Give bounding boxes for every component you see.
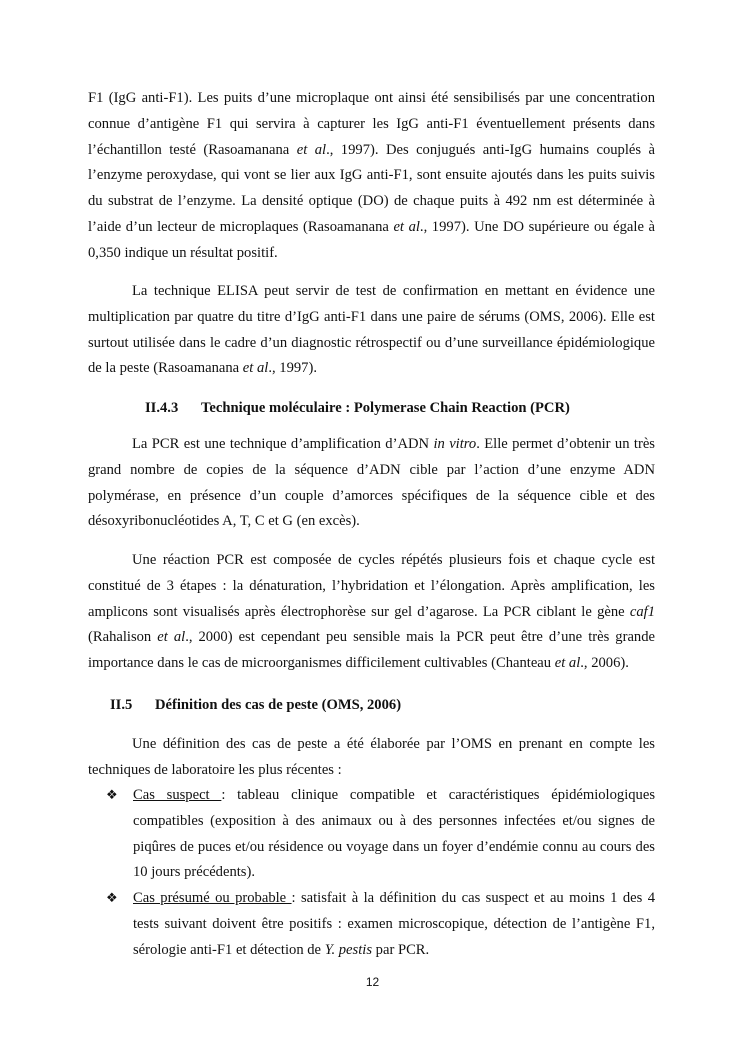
- text-italic: caf1: [629, 603, 655, 620]
- text-run: Une réaction PCR est composée de cycles répétés plusieurs fois et chaque cycle est constitué de 3 étapes : la dénaturation, l’hybridation et l’élongation. Après amplification, les amplicons sont visualisés après électrophorèse sur gel d’agarose. La PCR ciblant le gène: [88, 552, 655, 620]
- diamond-bullet-icon: ❖: [106, 788, 118, 803]
- section-number: II.4.3: [145, 400, 179, 416]
- text-run: ., 2006).: [580, 655, 629, 672]
- list-item-text: [133, 783, 655, 886]
- text-italic: et al: [242, 360, 269, 377]
- text-run: ., 1997). Une DO supérieure ou égale à 0,350 indique un résultat positif.: [88, 218, 655, 261]
- paragraph-elisa-confirmation: [88, 279, 655, 382]
- text-italic: in vitro: [433, 436, 477, 452]
- text-run: ., 1997).: [268, 360, 317, 377]
- text-italic: et al: [554, 655, 581, 672]
- text-run: : tableau clinique compatible et caractéristiques épidémiologiques compatibles (exposition à des animaux ou à des personnes infectées et/ou signes de piqûres de puces et/ou résidence ou voyage dans un foyer d’endémie connu au cours des 10 jours précédents).: [133, 787, 655, 881]
- text-italic: et al: [393, 218, 420, 235]
- section-number: II.5: [110, 697, 133, 713]
- section-heading-pcr: [145, 398, 570, 418]
- paragraph-elisa-method: [88, 86, 655, 267]
- text-run: ., 2000) est cependant peu sensible mais la PCR peut être d’une très grande importance dans le cas de microorganismes difficilement cultivables (Chanteau: [88, 629, 655, 672]
- text-italic: et al: [296, 141, 327, 158]
- text-run: La technique ELISA peut servir de test de confirmation en mettant en évidence une multiplication par quatre du titre d’IgG anti-F1 dans une paire de sérums (OMS, 2006). Elle est surtout utilisée dans le cadre d’un diagnostic rétrospectif ou d’une surveillance épidémiologique de la peste (Rasoamanana: [88, 283, 655, 377]
- section-heading-case-definition: [110, 695, 401, 715]
- section-title: Technique moléculaire : Polymerase Chain Reaction (PCR): [201, 400, 570, 416]
- text-italic: et al: [157, 629, 186, 646]
- text-run: ., 1997). Des conjugués anti-IgG humains couplés à l’enzyme peroxydase, qui vont se lier aux IgG anti-F1, sont ensuite ajoutés dans les puits suivis du substrat de l’enzyme. La densité optique (DO) de chaque puits à 492 nm est déterminée à l’aide d’un lecteur de microplaques (Rasoamanana: [88, 141, 655, 235]
- text-run: par PCR.: [372, 941, 430, 958]
- list-item-text: [133, 886, 655, 963]
- list-item-term: Cas présumé ou probable: [133, 890, 292, 906]
- text-italic: Y. pestis: [324, 941, 373, 958]
- page-number: 12: [365, 975, 380, 989]
- paragraph-case-intro: Une définition des cas de peste a été élaborée par l’OMS en prenant en compte les techniques de laboratoire les plus récentes :: [88, 736, 655, 778]
- text-run: (Rahalison: [88, 629, 158, 646]
- text-run: F1 (IgG anti-F1). Les puits d’une microplaque ont ainsi été sensibilisés par une concentration connue d’antigène F1 qui servira à capturer les IgG anti-F1 éventuellement présents dans l’échantillon testé (Rasoamanana: [88, 90, 655, 158]
- section-title: Définition des cas de peste (OMS, 2006): [155, 697, 402, 713]
- text-run: La PCR est une technique d’amplification d’ADN: [132, 436, 434, 452]
- diamond-bullet-icon: ❖: [106, 891, 118, 906]
- paragraph-pcr-definition: [88, 432, 655, 535]
- paragraph-pcr-cycles: [88, 548, 655, 677]
- text-run: . Elle permet d’obtenir un très grand nombre de copies de la séquence d’ADN cible par l’action d’une enzyme ADN polymérase, en présence d’un couple d’amorces spécifiques de la séquence cible et des désoxyribonucléotides A, T, C et G (en excès).: [88, 436, 655, 530]
- text-run: : satisfait à la définition du cas suspect et au moins 1 des 4 tests suivant doivent être positifs : examen microscopique, détection de l’antigène F1, sérologie anti-F1 et détection de: [133, 890, 655, 958]
- list-item-term: Cas suspect: [133, 787, 222, 803]
